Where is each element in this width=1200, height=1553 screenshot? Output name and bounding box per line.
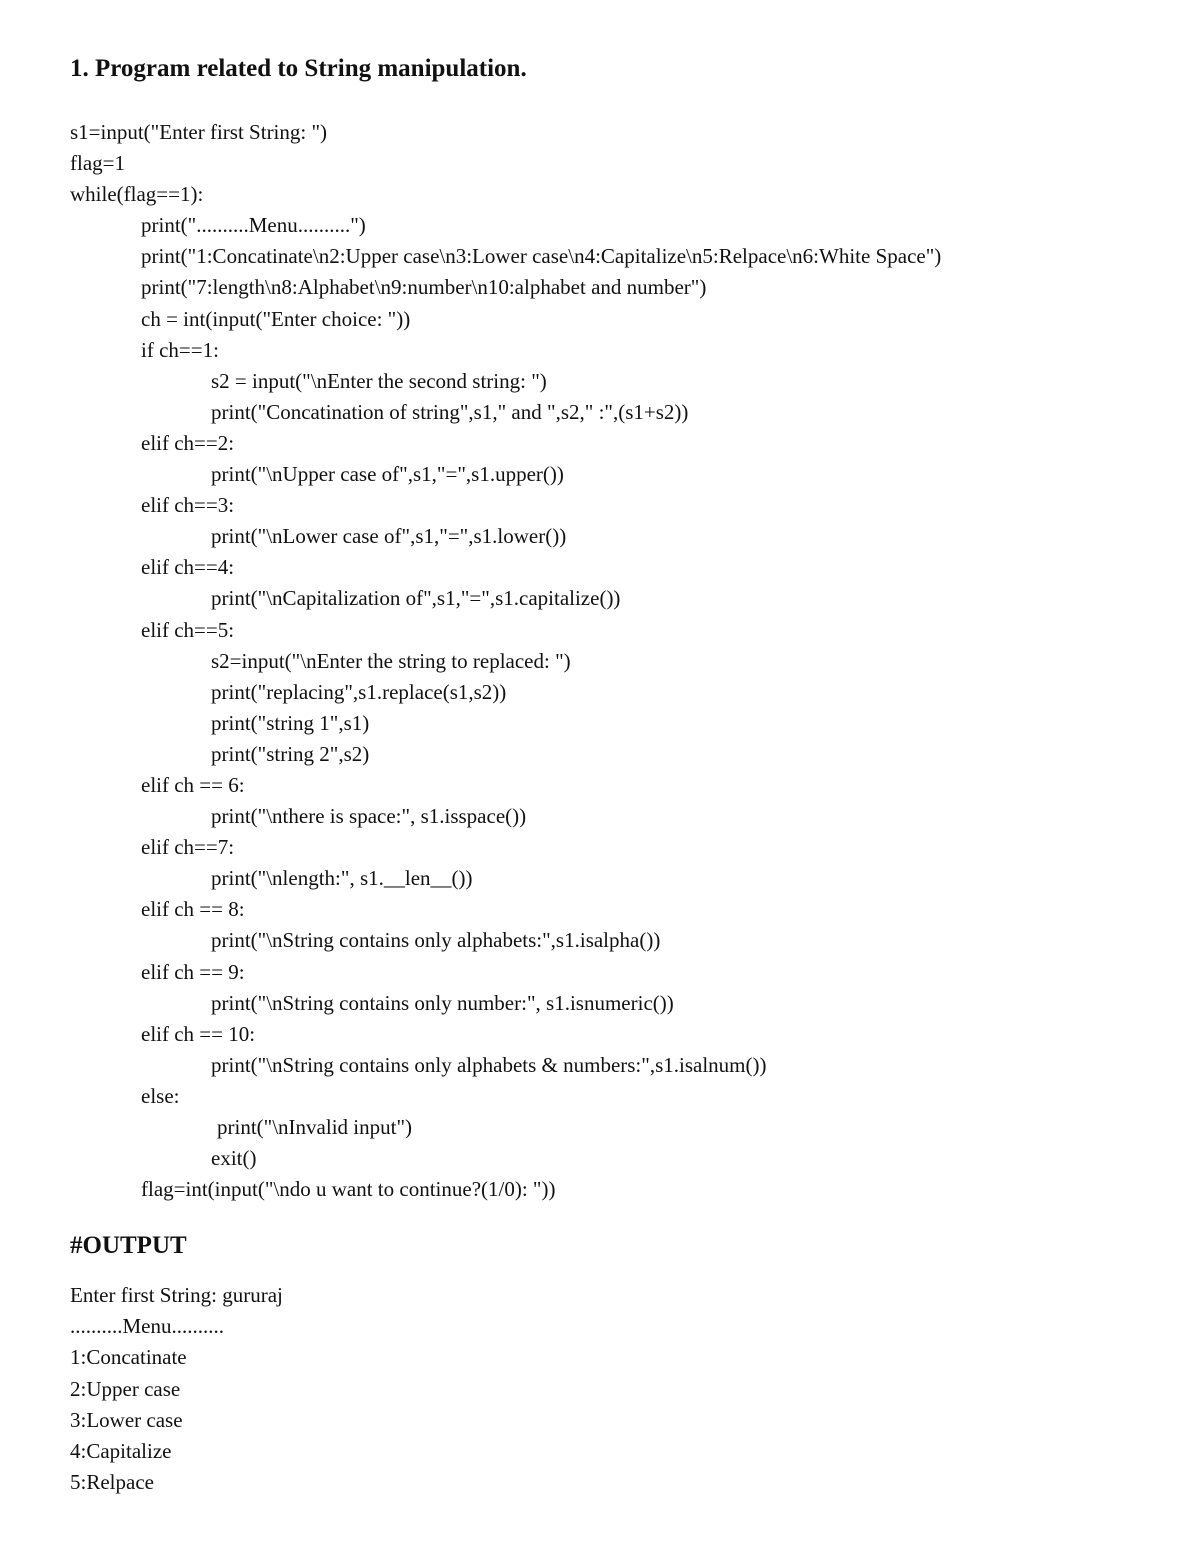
code-line: s2 = input("\nEnter the second string: ") (211, 368, 547, 393)
code-listing (70, 117, 1170, 1205)
code-line: print("string 1",s1) (211, 710, 370, 735)
document-page (70, 52, 1170, 1498)
output-line: ..........Menu.......... (70, 1314, 224, 1339)
code-line: s2=input("\nEnter the string to replaced: ") (211, 648, 571, 673)
output-line: 4:Capitalize (70, 1438, 172, 1463)
output-line: 5:Relpace (70, 1469, 154, 1494)
code-line: if ch==1: (141, 337, 219, 362)
code-line: print("\nString contains only number:", s1.isnumeric()) (211, 990, 674, 1015)
code-line: exit() (211, 1146, 257, 1171)
code-line: print("\nString contains only alphabets:",s1.isalpha()) (211, 928, 661, 953)
code-line: elif ch == 6: (141, 772, 245, 797)
code-line: print("Concatination of string",s1," and ",s2," :",(s1+s2)) (211, 399, 689, 424)
code-line: print("string 2",s2) (211, 741, 370, 766)
code-line: elif ch==4: (141, 555, 235, 580)
code-line: elif ch==7: (141, 835, 235, 860)
code-line: flag=int(input("\ndo u want to continue?(1/0): ")) (141, 1177, 556, 1202)
code-line: else: (141, 1083, 180, 1108)
code-line: print("\nInvalid input") (217, 1115, 413, 1139)
document-title: 1. Program related to String manipulation. (70, 55, 527, 82)
code-line: print("1:Concatinate\n2:Upper case\n3:Lower case\n4:Capitalize\n5:Relpace\n6:White Space") (141, 244, 942, 269)
code-line: elif ch == 9: (141, 959, 245, 984)
output-line: 3:Lower case (70, 1407, 183, 1432)
code-line: print("\nlength:", s1.__len__()) (211, 866, 473, 891)
code-line: print("\nCapitalization of",s1,"=",s1.capitalize()) (211, 586, 621, 611)
code-line: elif ch==5: (141, 617, 235, 642)
code-line: print("\nthere is space:", s1.isspace()) (211, 804, 527, 829)
code-line: elif ch == 10: (141, 1021, 256, 1046)
output-line: 1:Concatinate (70, 1345, 187, 1370)
output-line: 2:Upper case (70, 1376, 181, 1401)
program-output (70, 1280, 1170, 1498)
code-line: elif ch == 8: (141, 897, 245, 922)
code-line: print("7:length\n8:Alphabet\n9:number\n10:alphabet and number") (141, 275, 707, 300)
code-line: ch = int(input("Enter choice: ")) (141, 306, 411, 331)
output-heading: #OUTPUT (70, 1232, 187, 1260)
code-line: while(flag==1): (70, 182, 204, 207)
code-line: print("..........Menu..........") (141, 213, 366, 238)
code-line: flag=1 (70, 151, 125, 176)
code-line: print("replacing",s1.replace(s1,s2)) (211, 679, 507, 704)
code-line: s1=input("Enter first String: ") (70, 120, 328, 144)
code-line: print("\nString contains only alphabets & numbers:",s1.isalnum()) (211, 1052, 767, 1077)
code-line: print("\nLower case of",s1,"=",s1.lower()) (211, 524, 567, 549)
code-line: print("\nUpper case of",s1,"=",s1.upper()) (211, 462, 564, 487)
code-line: elif ch==3: (141, 493, 235, 518)
code-line: elif ch==2: (141, 430, 235, 455)
output-line: Enter first String: gururaj (70, 1283, 283, 1308)
